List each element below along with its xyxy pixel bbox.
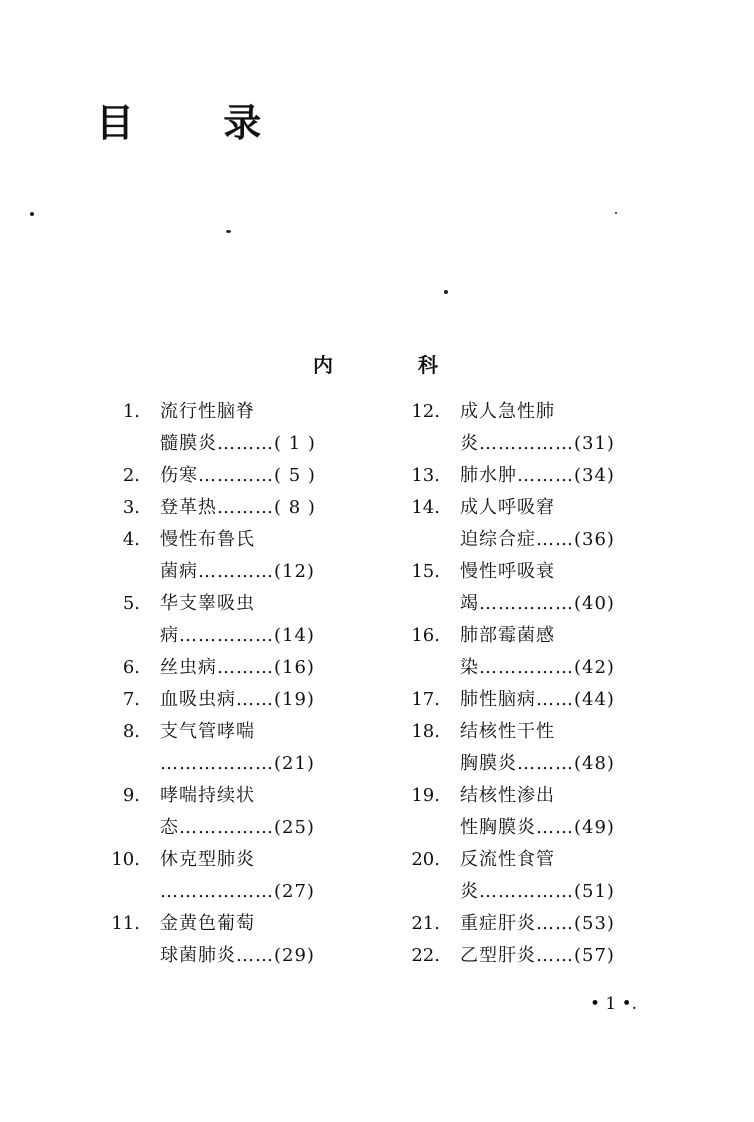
toc-entry-number: 9. [122,785,140,806]
toc-entry-text: 球菌肺炎……(29) [160,945,315,966]
toc-line [400,844,670,876]
toc-line [100,492,370,524]
toc-entry-number: 4. [122,529,140,550]
toc-entry-number: 21. [411,913,440,934]
toc-line [400,492,670,524]
toc-entry-number: 16. [411,625,440,646]
toc-line [100,460,370,492]
toc-line [100,524,370,556]
toc-entry-number: 7. [122,689,140,710]
toc-entry-text: 反流性食管 [460,849,555,870]
toc-entry-text: 结核性干性 [460,721,555,742]
toc-entry-text: 慢性布鲁氏 [160,529,255,550]
toc-entry-text: ………………(21) [160,753,315,774]
toc-entry-number: 6. [122,657,140,678]
toc-line [400,812,670,844]
toc-entry-text: 竭……………(40) [460,593,615,614]
toc-line [100,780,370,812]
toc-entry-text: 成人呼吸窘 [460,497,555,518]
toc-entry-text: 胸膜炎………(48) [460,753,615,774]
scan-speck [615,212,617,214]
toc-entry-text: 肺水肿………(34) [460,465,615,486]
toc-entry-text: 哮喘持续状 [160,785,255,806]
toc-entry-text: 支气管哮喘 [160,721,255,742]
toc-entry-number: 13. [411,465,440,486]
toc-line [400,556,670,588]
toc-entry-number: 22. [411,945,440,966]
toc-line [100,908,370,940]
toc-entry-text: 乙型肝炎……(57) [460,945,615,966]
toc-line [400,524,670,556]
toc-entry-number: 17. [411,689,440,710]
toc-entry-number: 5. [122,593,140,614]
toc-line [100,716,370,748]
toc-line [100,876,370,908]
toc-line [100,396,370,428]
toc-entry-number: 20. [411,849,440,870]
toc-line [400,748,670,780]
toc-entry-text: 肺性脑病……(44) [460,689,615,710]
toc-line [400,428,670,460]
toc-line [100,620,370,652]
toc-entry-text: 态……………(25) [160,817,315,838]
toc-entry-number: 14. [411,497,440,518]
toc-entry-text: 髓膜炎………( 1 ) [160,433,316,454]
toc-line [400,588,670,620]
section-title-nei: 内 [313,353,333,377]
toc-line [400,780,670,812]
toc-line [100,652,370,684]
toc-entry-number: 10. [111,849,140,870]
toc-entry-number: 1. [122,401,140,422]
toc-line [400,396,670,428]
toc-column-right [400,396,670,972]
toc-line [100,940,370,972]
toc-entry-number: 12. [411,401,440,422]
toc-line [100,748,370,780]
toc-entry-text: 华支睾吸虫 [160,593,255,614]
toc-entry-text: 血吸虫病……(19) [160,689,315,710]
toc-entry-text: 迫综合症……(36) [460,529,615,550]
toc-entry-number: 3. [122,497,140,518]
toc-entry-text: 丝虫病………(16) [160,657,315,678]
toc-line [400,908,670,940]
toc-line [400,684,670,716]
toc-entry-text: 肺部霉菌感 [460,625,555,646]
toc-entry-text: 炎……………(31) [460,433,615,454]
toc-line [100,556,370,588]
page-title: 目 录 [96,100,300,145]
toc-entry-text: 伤寒…………( 5 ) [160,465,316,486]
page-number: • 1 •. [590,994,638,1014]
toc-line [400,620,670,652]
scan-speck [444,290,448,294]
toc-entry-number: 19. [411,785,440,806]
toc-line [100,428,370,460]
toc-entry-text: 菌病…………(12) [160,561,315,582]
toc-line [400,716,670,748]
toc-entry-number: 15. [411,561,440,582]
toc-line [100,812,370,844]
scan-speck [226,230,231,233]
toc-entry-text: 休克型肺炎 [160,849,255,870]
toc-entry-text: 染……………(42) [460,657,615,678]
toc-line [400,940,670,972]
toc-line [400,652,670,684]
toc-entry-text: 慢性呼吸衰 [460,561,555,582]
toc-entry-text: 流行性脑脊 [160,401,255,422]
toc-line [100,684,370,716]
toc-line [100,844,370,876]
toc-entry-text: 金黄色葡萄 [160,913,255,934]
toc-entry-number: 8. [122,721,140,742]
section-title-ke: 科 [418,353,438,377]
toc-line [400,460,670,492]
toc-entry-text: 成人急性肺 [460,401,555,422]
toc-entry-text: 结核性渗出 [460,785,555,806]
toc-entry-text: 登革热………( 8 ) [160,497,316,518]
toc-entry-text: 炎……………(51) [460,881,615,902]
toc-column-left [100,396,370,972]
scan-speck [30,212,34,216]
toc-line [400,876,670,908]
toc-line [100,588,370,620]
toc-entry-text: 病……………(14) [160,625,315,646]
toc-entry-number: 2. [122,465,140,486]
toc-entry-number: 18. [411,721,440,742]
toc-entry-text: 重症肝炎……(53) [460,913,615,934]
toc-entry-text: ………………(27) [160,881,315,902]
toc-entry-number: 11. [111,913,140,934]
toc-entry-text: 性胸膜炎……(49) [460,817,615,838]
